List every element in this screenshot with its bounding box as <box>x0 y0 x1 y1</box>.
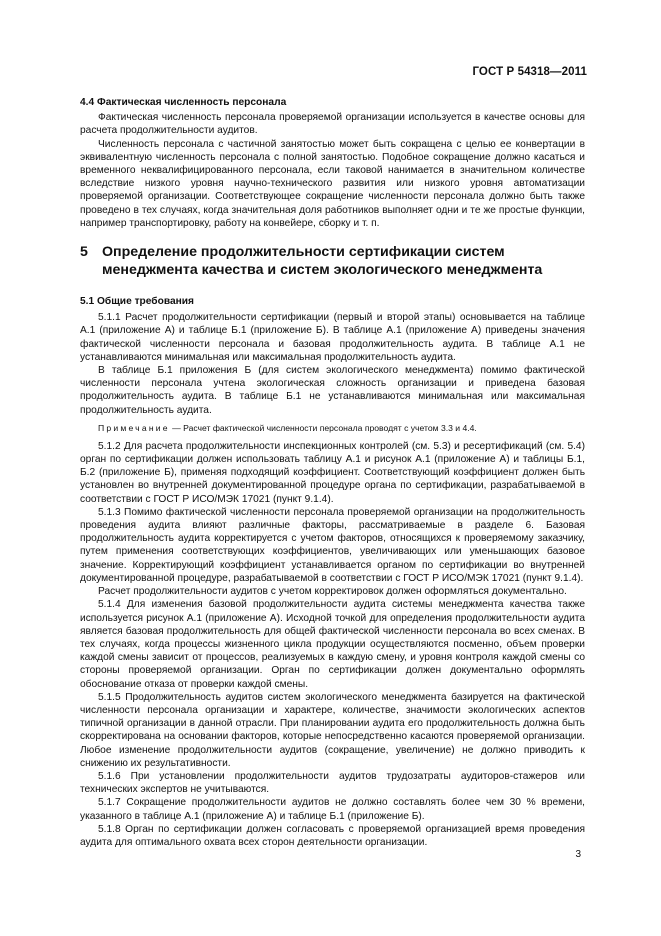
paragraph: 5.1.3 Помимо фактической численности персонала проверяемой организации на продолжительность проведения аудита влияют различные факторы, рассматриваемые в разделе 6. Базовая продолжительность аудита корректируется с учетом факторов, относящихся к проверяемому заказчику, путем применения соответствующих коэффициентов, увеличивающих или уменьшающих базовое значение. Корректирующий коэффициент устанавливается органом по сертификации во внутренней документированной процедуре, разрабатываемой в соответствии с ГОСТ Р ИСО/МЭК 17021 (пункт 9.1.4). <box>80 506 585 584</box>
paragraph: Численность персонала с частичной занятостью может быть сокращена с целью ее конвертации в эквивалентную численность персонала с полной занятостью. Подобное сокращение должно касаться и временного неквалифицированного персонала, если таковой нанимается в значительном количестве вследствие низкого уровня научно-технического развития или низкого уровня автоматизации проверяемой организации. Соответствующее сокращение численности персонала должно быть также проведено в тех случаях, когда значительная доля работников выполняет одни и те же простые функции, например транспортировку, работу на конвейере, сборку и т. п. <box>80 138 585 229</box>
note <box>80 422 585 434</box>
section-4-4-heading: 4.4 Фактическая численность персонала <box>80 97 287 108</box>
paragraph: 5.1.4 Для изменения базовой продолжительности аудита системы менеджмента качества также используется рисунок А.1 (приложение А). Исходной точкой для определения продолжительности аудита является базовая продолжительность для общей фактической численности персонала во всех сменах. В тех случаях, когда процессы жизненного цикла продукции осуществляются посменно, объем проверки каждой смены зависит от процессов, реализуемых в каждую смену, и уровня контроля каждой смены со стороны проверяемой организации. Орган по сертификации должен документально оформлять обоснование отказа от проверки каждой смены. <box>80 599 585 690</box>
paragraph: 5.1.7 Сокращение продолжительности аудитов не должно составлять более чем 30 % времени, указанного в таблице А.1 (приложение А) и таблице Б.1 (приложение Б). <box>80 797 585 822</box>
page-body <box>80 96 585 849</box>
paragraph: 5.1.2 Для расчета продолжительности инспекционных контролей (см. 5.3) и ресертификаций (см. 5.4) орган по сертификации должен использовать таблицу А.1 и рисунок А.1 (приложение А) и таблицы Б.1, Б.2 (приложение Б), применяя подходящий коэффициент. Соответствующий коэффициент должен быть установлен во внутренней документированной процедуре органа по сертификации, разрабатываемой в соответствии с ГОСТ Р ИСО/МЭК 17021 (пункт 9.1.4). <box>80 440 585 505</box>
document-id-header: ГОСТ Р 54318—2011 <box>472 66 587 78</box>
section-5-1-heading: 5.1 Общие требования <box>80 296 194 308</box>
paragraph: 5.1.5 Продолжительность аудитов систем экологического менеджмента базируется на фактической численности персонала организации и характере, количестве, значимости экологических аспектов типичной организации в данной отрасли. При планировании аудита его продолжительность должна быть скорректирована на основании факторов, которые непосредственно касаются проверяемой организации. Любое изменение продолжительности аудитов (сокращение, увеличение) не должно приводить к снижению их результативности. <box>80 691 585 769</box>
section-5-heading <box>80 244 585 279</box>
page-number: 3 <box>575 849 581 860</box>
note-label: Примечание <box>98 422 170 433</box>
paragraph: В таблице Б.1 приложения Б (для систем экологического менеджмента) помимо фактической численности персонала учтена экологическая сложность организации и приведена базовая продолжительность аудита. В таблице Б.1 не устанавливаются минимальная или максимальная продолжительность аудита. <box>80 365 585 416</box>
paragraph: 5.1.6 При установлении продолжительности аудитов трудозатраты аудиторов-стажеров или технических экспертов не учитываются. <box>80 770 585 796</box>
paragraph: Фактическая численность персонала проверяемой организации используется в качестве основы для расчета продолжительности аудитов. <box>80 112 585 137</box>
paragraph: 5.1.8 Орган по сертификации должен согласовать с проверяемой организацией время проведения аудита для оптимального охвата всех сторон деятельности организации. <box>80 823 585 848</box>
paragraph: 5.1.1 Расчет продолжительности сертификации (первый и второй этапы) основывается на таблице А.1 (приложение А) и таблице Б.1 (приложение Б). В таблице А.1 (приложение А) приведены значения фактической численности персонала и базовая продолжительность аудита. В таблице А.1 не устанавливаются минимальная или максимальная продолжительность аудита. <box>80 312 585 363</box>
note-text: — Расчет фактической численности персонала проводят с учетом 3.3 и 4.4. <box>169 422 477 433</box>
section-5-title: Определение продолжительности сертификации систем менеджмента качества и систем экологического менеджмента <box>102 244 543 278</box>
section-5-number: 5 <box>80 244 88 261</box>
paragraph: Расчет продолжительности аудитов с учетом корректировок должен оформляться документально. <box>98 586 567 598</box>
